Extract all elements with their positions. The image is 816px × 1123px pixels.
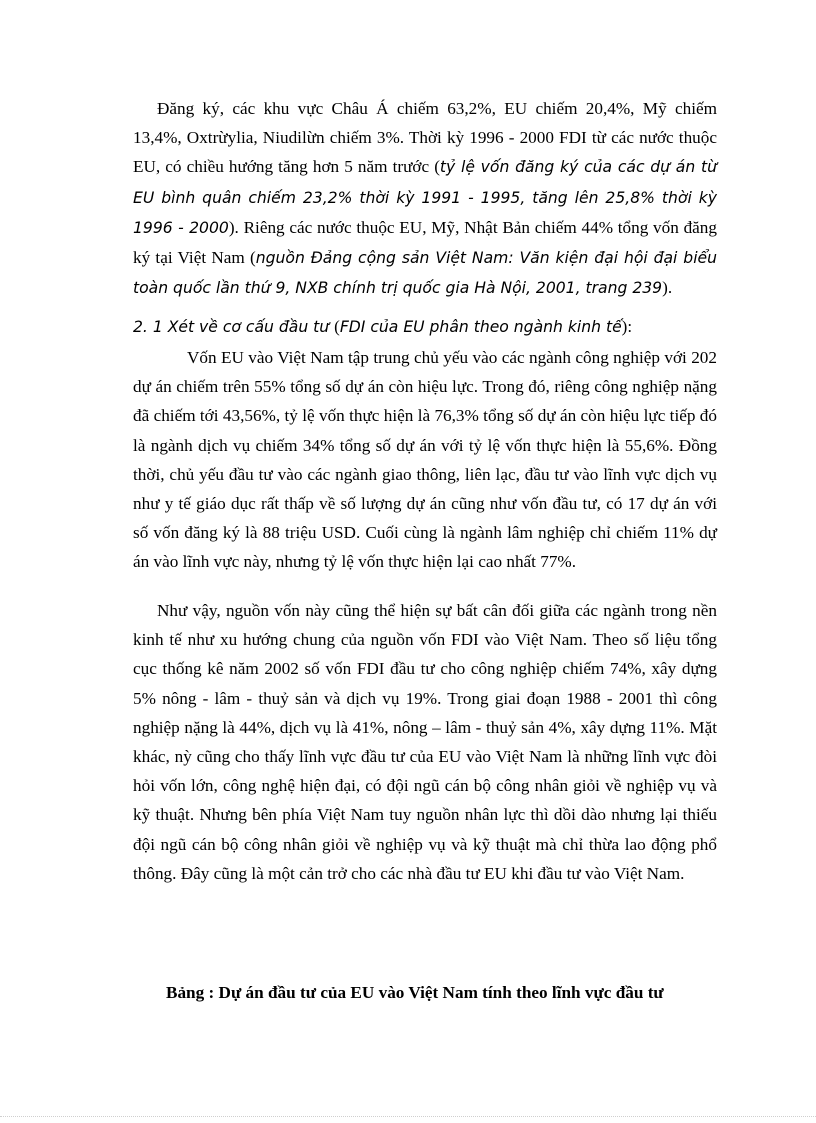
page-bottom-divider: [0, 1116, 816, 1118]
paragraph-fdi-regions: [133, 94, 717, 303]
paragraph1-text-c: ). Riêng các nước thuộc EU, Mỹ, Nhật Bản chiếm 44% tổng vốn đăng ký tại Việt Nam (: [133, 217, 717, 268]
paragraph1-text-a: Đăng ký, các khu vực Châu Á chiếm 63,2%, EU chiếm 20,4%, Mỹ chiếm 13,4%, Oxtrừylia, Niudilừn chiếm 3%. Thời kỳ 1996 - 2000 FDI từ các nước thuộc EU, có chiều hướng tăng hơn 5 năm trước (: [133, 99, 717, 177]
section-heading-number: 2. 1 Xét về cơ cấu đầu tư: [133, 318, 335, 336]
paragraph1-italic-source: nguồn Đảng cộng sản Việt Nam: Văn kiện đại hội đại biểu toàn quốc lần thứ 9, NXB chính trị quốc gia Hà Nội, 2001, trang 239: [133, 249, 717, 298]
section-heading-close-paren: ):: [621, 317, 633, 336]
paragraph1-text-e: ).: [662, 278, 673, 298]
paragraph-imbalance: Như vậy, nguồn vốn này cũng thể hiện sự bất cân đối giữa các ngành trong nền kinh tế như xu hướng chung của nguồn vốn FDI vào Việt Nam. Theo số liệu tổng cục thống kê năm 2002 số vốn FDI đầu tư cho công nghiệp chiếm 74%, xây dựng 5% nông - lâm - thuỷ sản và dịch vụ 19%. Trong giai đoạn 1988 - 2001 thì công nghiệp nặng là 44%, dịch vụ là 41%, nông – lâm - thuỷ sản 4%, xây dựng 11%. Mặt khác, nỳ cũng cho thấy lĩnh vực đầu tư của EU vào Việt Nam là những lĩnh vực đòi hỏi vốn lớn, công nghệ hiện đại, có đội ngũ cán bộ công nhân giỏi về nghiệp vụ và kỹ thuật. Nhưng bên phía Việt Nam tuy nguồn nhân lực thì dồi dào nhưng lại thiếu đội ngũ cán bộ công nhân giỏi về nghiệp vụ và kỹ thuật mà chỉ thừa lao động phổ thông. Đây cũng là một cản trở cho các nhà đầu tư EU khi đầu tư vào Việt Nam.: [133, 601, 717, 883]
section-heading-open-paren: (: [334, 317, 340, 336]
section-heading-subtitle: FDI của EU phân theo ngành kinh tế: [339, 318, 622, 336]
table-title: Bảng : Dự án đầu tư của EU vào Việt Nam tính theo lĩnh vực đầu tư: [166, 983, 664, 1002]
paragraph-investment-structure: Vốn EU vào Việt Nam tập trung chủ yếu vào các ngành công nghiệp với 202 dự án chiếm trên 55% tổng số dự án còn hiệu lực. Trong đó, riêng công nghiệp nặng đã chiếm tới 43,56%, tỷ lệ vốn thực hiện là 76,3% tổng số dự án còn hiệu lực tiếp đó là ngành dịch vụ chiếm 34% tổng số dự án với tỷ lệ vốn thực hiện là 55,6%. Đồng thời, chủ yếu đầu tư vào các ngành giao thông, liên lạc, đầu tư vào lĩnh vực dịch vụ như y tế giáo dục rất thấp về số lượng dự án cũng như vốn đầu tư, có 17 dự án với số vốn đăng ký là 88 triệu USD. Cuối cùng là ngành lâm nghiệp chỉ chiếm 11% dự án vào lĩnh vực này, nhưng tỷ lệ vốn thực hiện lại cao nhất 77%.: [133, 348, 717, 572]
section-heading: [133, 314, 717, 340]
paragraph1-italic-ratio: tỷ lệ vốn đăng ký của các dự án từ EU bình quân chiếm 23,2% thời kỳ 1991 - 1995, tăng lên 25,8% thời kỳ 1996 - 2000: [133, 158, 717, 237]
